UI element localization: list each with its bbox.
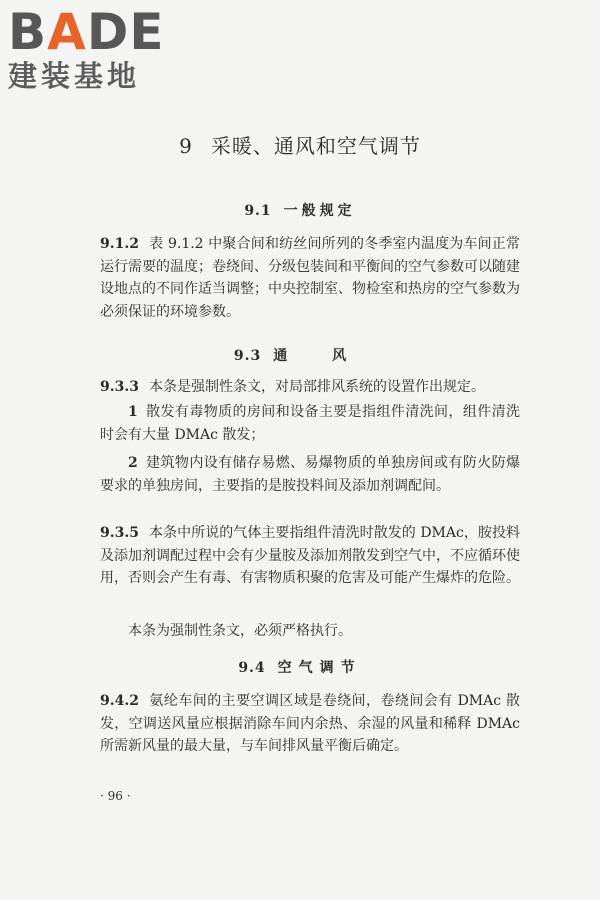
- section-heading-9-4: 9.4 空气调节: [238, 660, 362, 676]
- bade-logo: [8, 3, 178, 93]
- clause-number: 9.1.2: [100, 236, 139, 252]
- clause-text: 表 9.1.2 中聚合间和纺丝间所列的冬季室内温度为车间正常运行需要的温度；卷绕间、分级包装间和平衡间的空气参数可以随建设地点的不同作适当调整；中央控制室、物检室和热房的空气参数为必须保证的环境参数。: [100, 236, 520, 320]
- note-text: 本条为强制性条文，必须严格执行。: [128, 623, 352, 639]
- clause-9-4-2: [100, 690, 520, 758]
- section-heading-9-3: 9.3 通 风: [233, 348, 367, 364]
- page-number: · 96 ·: [100, 789, 131, 803]
- clause-number: 9.4.2: [100, 693, 139, 709]
- item-text: 散发有毒物质的房间和设备主要是指组件清洗间，组件清洗时会有大量 DMAc 散发；: [100, 404, 520, 443]
- item-text: 建筑物内设有储存易燃、易爆物质的单独房间或有防火防爆要求的单独房间，主要指的是胺投料间及添加剂调配间。: [100, 455, 520, 494]
- clause-item-1: [100, 401, 520, 446]
- clause-text: 氨纶车间的主要空调区域是卷绕间，卷绕间会有 DMAc 散发，空调送风量应根据消除车间内余热、余湿的风量和稀释 DMAc 所需新风量的最大量，与车间排风量平衡后确定。: [100, 693, 520, 754]
- clause-number: 9.3.5: [100, 525, 139, 541]
- clause-item-2: [100, 452, 520, 497]
- clause-9-3-3: [100, 376, 520, 399]
- item-number: 2: [128, 455, 138, 471]
- logo-wordmark: BADE: [8, 3, 165, 61]
- logo-subtitle: 建装基地: [8, 59, 141, 93]
- clause-9-3-5: [100, 522, 520, 590]
- chapter-title: [0, 130, 600, 159]
- clause-9-1-2: [100, 233, 520, 323]
- mandatory-note: [100, 620, 520, 643]
- item-number: 1: [128, 404, 138, 420]
- clause-text: 本条中所说的气体主要指组件清洗时散发的 DMAc，胺投料及添加剂调配过程中会有少量胺及添加剂散发到空气中，不应循环使用，否则会产生有毒、有害物质积聚的危害及可能产生爆炸的危险。: [100, 525, 520, 586]
- section-heading-9-1: 9.1 一般规定: [244, 203, 356, 219]
- clause-text: 本条是强制性条文，对局部排风系统的设置作出规定。: [148, 379, 485, 395]
- chapter-title-text: 采暖、通风和空气调节: [210, 134, 421, 158]
- chapter-number: 9: [179, 134, 193, 158]
- clause-number: 9.3.3: [100, 379, 139, 395]
